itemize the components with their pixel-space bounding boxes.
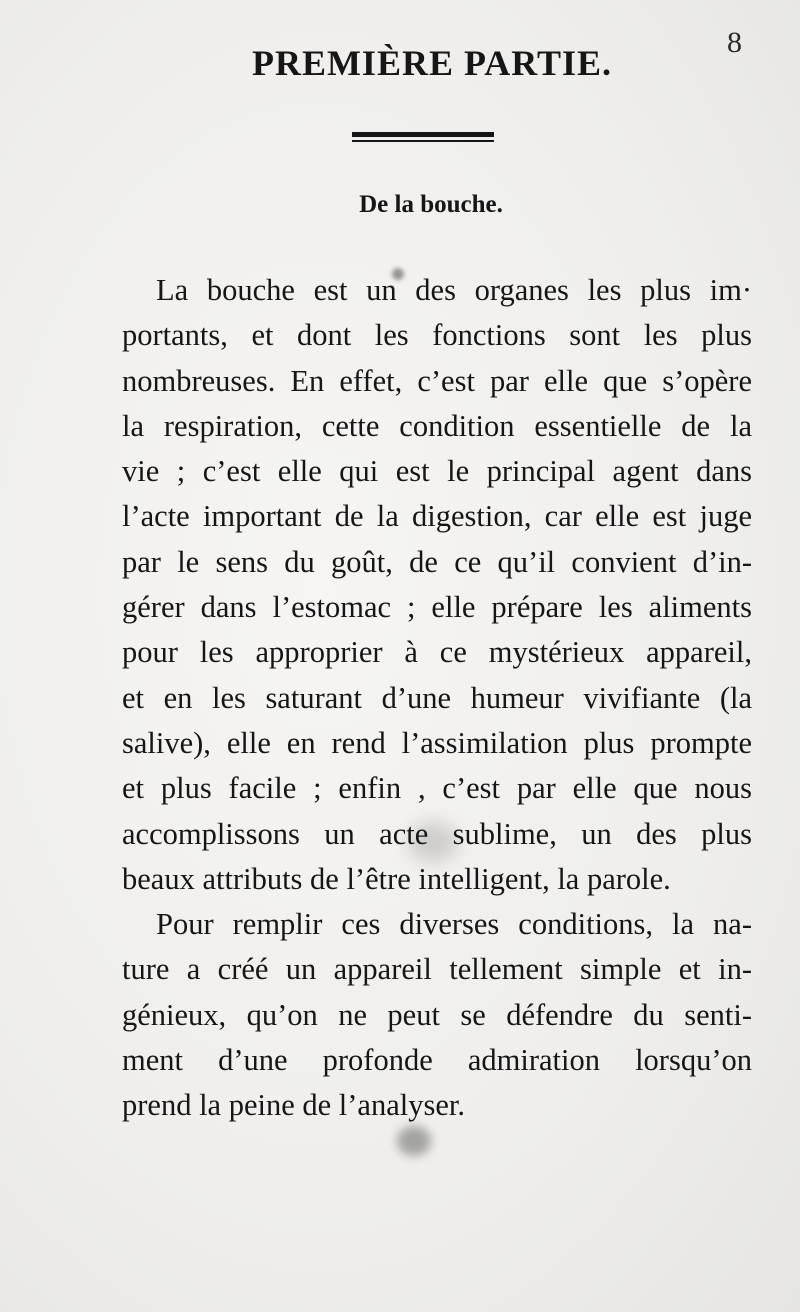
text-line: et en les saturant d’une humeur vivifiante (la xyxy=(122,680,752,715)
text-line: par le sens du goût, de ce qu’il convient d’in- xyxy=(122,544,752,579)
text-line: et plus facile ; enfin , c’est par elle que nous xyxy=(122,771,752,806)
title-rule-ornament xyxy=(352,132,494,144)
thin-rule xyxy=(352,140,494,142)
thick-rule xyxy=(352,132,494,137)
text-line: ture a créé un appareil tellement simple et in- xyxy=(122,952,752,987)
running-head: PREMIÈRE PARTIE. xyxy=(251,43,613,83)
text-line: vie ; c’est elle qui est le principal agent dans xyxy=(122,454,752,489)
text-line: la respiration, cette condition essentielle de la xyxy=(122,408,752,443)
text-line: génieux, qu’on ne peut se défendre du senti- xyxy=(122,997,752,1032)
paragraph-2 xyxy=(122,902,752,1128)
ink-stain xyxy=(397,1126,431,1156)
text-line: nombreuses. En effet, c’est par elle que s’opère xyxy=(122,363,752,398)
text-line: ment d’une profonde admiration lorsqu’on xyxy=(122,1043,752,1078)
text-line: Pour remplir ces diverses conditions, la na- xyxy=(156,907,752,942)
text-line: gérer dans l’estomac ; elle prépare les aliments xyxy=(122,590,752,625)
text-line: pour les approprier à ce mystérieux appareil, xyxy=(122,635,752,670)
text-line: La bouche est un des organes les plus im· xyxy=(156,273,752,307)
paragraph-1 xyxy=(122,268,752,902)
section-title: De la bouche. xyxy=(359,191,503,218)
text-line: prend la peine de l’analyser. xyxy=(122,1088,465,1123)
text-line: portants, et dont les fonctions sont les plus xyxy=(122,318,752,353)
text-line: salive), elle en rend l’assimilation plus prompte xyxy=(122,725,752,760)
body-text xyxy=(122,268,752,1129)
page-number: 8 xyxy=(727,26,742,59)
text-line: beaux attributs de l’être intelligent, la parole. xyxy=(122,861,671,896)
text-line: accomplissons un acte sublime, un des plus xyxy=(122,816,752,851)
text-line: l’acte important de la digestion, car elle est juge xyxy=(122,499,752,534)
